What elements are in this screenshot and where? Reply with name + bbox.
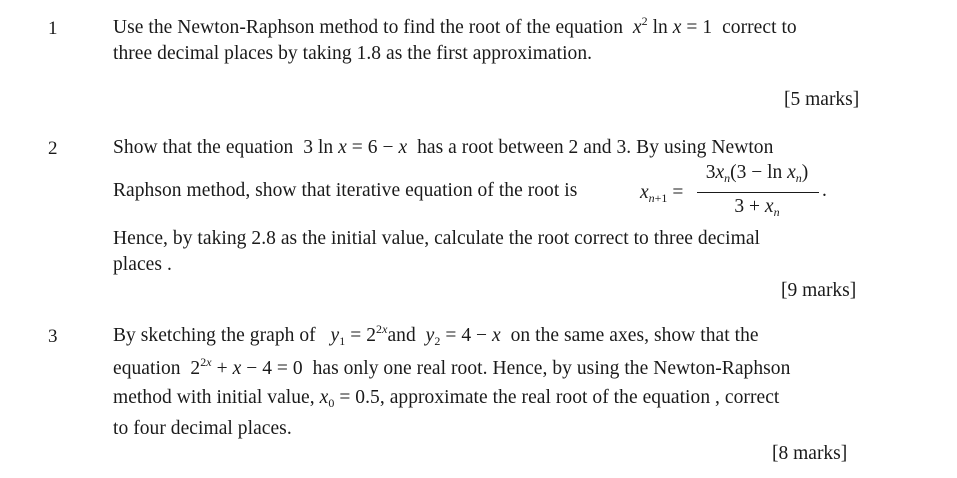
question-number-3: 3 [48, 326, 58, 347]
q1-tail: correct to [722, 17, 797, 38]
question-number-1: 1 [48, 18, 58, 39]
q1-text: Use the Newton-Raphson method to find the root of the equation [113, 17, 623, 38]
q3-text: By sketching the graph of [113, 325, 316, 346]
question-2-marks: [9 marks] [781, 280, 857, 301]
q3-and: and [387, 325, 416, 346]
q3-equation-label: equation [113, 358, 181, 379]
question-3-line-1 [113, 322, 759, 348]
question-1-line-2: three decimal places by taking 1.8 as the first approximation. [113, 43, 593, 64]
q2-tail: has a root between 2 and 3. By using Newton [417, 137, 774, 158]
question-3-line-4: to four decimal places. [113, 418, 292, 439]
q3-initial-value: $x_0 = 0.5$ [319, 387, 380, 410]
question-1-marks: [5 marks] [784, 89, 860, 110]
q2-period: . [822, 180, 827, 201]
q2-iteration-lhs: $x_{n+1}$ = [640, 182, 684, 205]
question-1-line-1 [113, 14, 797, 39]
question-2-line-2 [113, 180, 577, 202]
question-3-marks: [8 marks] [772, 443, 848, 464]
q2-iteration-text: Raphson method, show that iterative equation of the root is [113, 180, 578, 201]
q3-tail-2: has only one real root. Hence, by using the Newton-Raphson [312, 358, 791, 379]
question-2-line-4: places . [113, 254, 172, 275]
q2-iteration-numerator: $3x_n(3 - \ln x_n)$ [705, 162, 809, 185]
q2-fraction-bar [697, 192, 819, 193]
q2-text: Show that the equation [113, 137, 294, 158]
question-3-line-2 [113, 355, 791, 380]
q2-iteration-denominator: $3 + x_n$ [734, 196, 780, 219]
q3-initial-text: method with initial value, [113, 387, 315, 408]
question-number-2: 2 [48, 138, 58, 159]
q1-equation: $x^2$ ln x = 1 [632, 14, 718, 38]
question-3-line-3 [113, 387, 779, 409]
question-2-line-1 [113, 137, 773, 159]
q3-tail-1: on the same axes, show that the [510, 325, 759, 346]
q3-equation-2: $y_2 = 4 - x$ [425, 325, 501, 348]
q3-tail-3: , approximate the real root of the equation , correct [379, 387, 780, 408]
q3-equation-3: $2^{2x} + x - 4 = 0$ [185, 355, 308, 379]
q2-equation: 3 ln x = 6 − x [298, 137, 408, 158]
q3-equation-1: $y_1 = 2^{2x}$ [330, 322, 388, 348]
question-2-line-3: Hence, by taking 2.8 as the initial value, calculate the root correct to three decimal [113, 228, 760, 249]
